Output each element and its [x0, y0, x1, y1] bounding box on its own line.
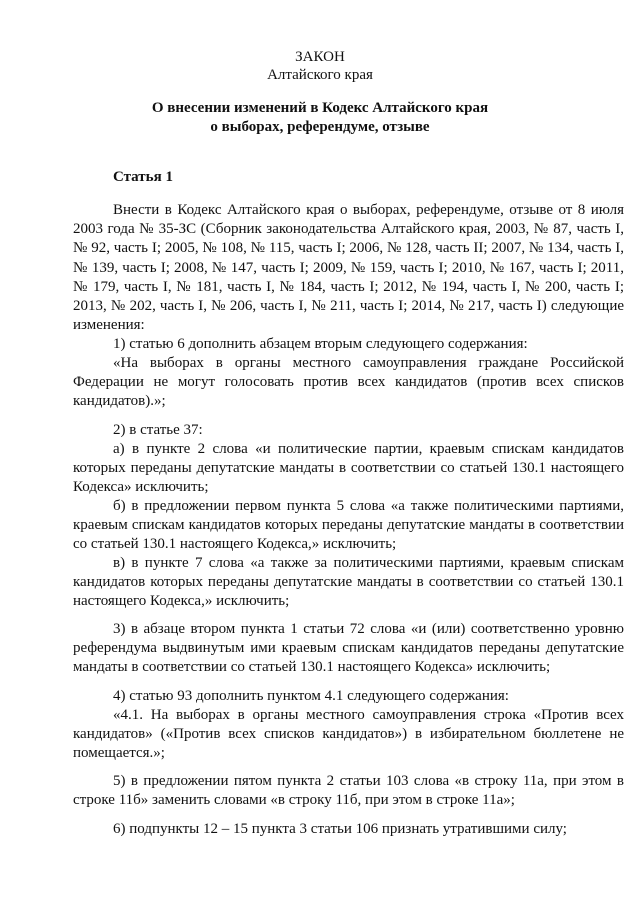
paragraph-item-2: 2) в статье 37: [113, 422, 203, 438]
paragraph-item-4-text: «4.1. На выборах в органы местного самоуправления строка «Против всех кандидатов» («Против всех списков кандидатов») в избирательном бюллетене не помещается.»; [73, 707, 624, 762]
paragraph-item-5: 5) в предложении пятом пункта 2 статьи 103 слова «в строку 11а, при этом в строке 11б» заменить словами «в строку 11б, при этом в строке 11а»; [73, 773, 624, 809]
law-title-line-2: о выборах, референдуме, отзыве [210, 119, 430, 135]
paragraph-item-2b: б) в предложении первом пункта 5 слова «а также политическими партиями, краевым спискам кандидатов которых переданы депутатские мандаты в соответствии со статьей 130.1 настоящего Кодекса,» исключить; [73, 498, 624, 553]
law-heading: ЗАКОН [295, 49, 345, 65]
paragraph-item-1: 1) статью 6 дополнить абзацем вторым следующего содержания: [113, 336, 528, 352]
paragraph-item-2v: в) в пункте 7 слова «а также за политическими партиями, краевым спискам кандидатов которых переданы депутатские мандаты в соответствии со статьей 130.1 настоящего Кодекса,» исключить; [73, 555, 624, 610]
paragraph-item-3: 3) в абзаце втором пункта 1 статьи 72 слова «и (или) соответственно уровню референдума выдвинутым ими краевым спискам кандидатов переданы депутатские мандаты в соответствии со статьей 130.1 настоящего Кодекса» исключить; [73, 621, 624, 676]
paragraph-item-4: 4) статью 93 дополнить пунктом 4.1 следующего содержания: [113, 688, 509, 704]
article-heading: Статья 1 [113, 169, 173, 185]
law-title-line-1: О внесении изменений в Кодекс Алтайского края [151, 100, 489, 116]
paragraph-item-6: 6) подпункты 12 – 15 пункта 3 статьи 106 признать утратившими силу; [113, 821, 567, 837]
paragraph-item-1-text: «На выборах в органы местного самоуправления граждане Российской Федерации не могут голосовать против всех кандидатов (против всех списков кандидатов).»; [73, 355, 624, 410]
paragraph-item-2a: а) в пункте 2 слова «и политические партии, краевым спискам кандидатов которых переданы депутатские мандаты в соответствии со статьей 130.1 настоящего Кодекса» исключить; [73, 441, 624, 496]
paragraph-intro: Внести в Кодекс Алтайского края о выборах, референдуме, отзыве от 8 июля 2003 года № 35-ЗС (Сборник законодательства Алтайского края, 2003, № 87, часть I, № 92, часть I; 2005, № 108, № 115, часть I; 2006, № 128, часть II; 2007, № 134, часть I, № 139, часть I; 2008, № 147, часть I; 2009, № 159, часть I; 2010, № 167, часть I; 2011, № 179, часть I, № 181, часть I, № 184, часть I; 2012, № 194, часть I, № 200, часть I; 2013, № 202, часть I, № 206, часть I, № 211, часть I; 2014, № 217, часть I) следующие изменения: [73, 202, 624, 334]
law-region: Алтайского края [267, 67, 373, 83]
